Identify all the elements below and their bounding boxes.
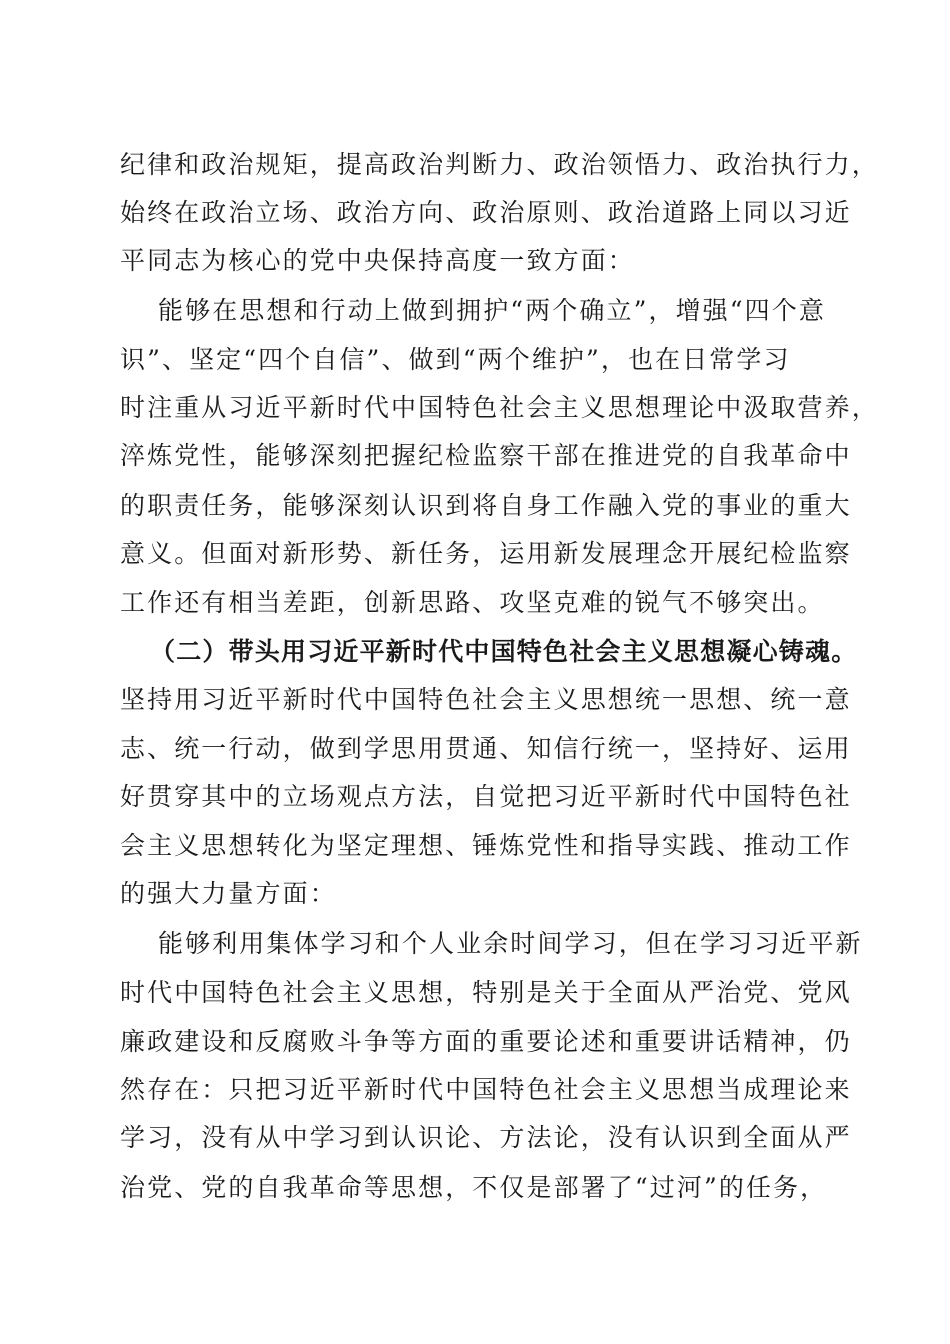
section-heading: （二）带头用习近平新时代中国特色社会主义思想凝心铸魂。 <box>150 637 858 666</box>
text-line: 坚持用习近平新时代中国特色社会主义思想统一思想、统一意 <box>120 685 852 714</box>
paragraph-start-line: 能够在思想和行动上做到拥护“两个确立”，增强“四个意 <box>158 296 826 325</box>
text-line: 治党、党的自我革命等思想，不仅是部署了“过河”的任务， <box>120 1173 828 1202</box>
text-line: 志、统一行动，做到学思用贯通、知信行统一，坚持好、运用 <box>120 734 852 763</box>
text-line: 平同志为核心的党中央保持高度一致方面： <box>120 246 635 275</box>
text-line: 淬炼党性，能够深刻把握纪检监察干部在推进党的自我革命中 <box>120 441 852 470</box>
text-line: 始终在政治立场、政治方向、政治原则、政治道路上同以习近 <box>120 198 852 227</box>
text-line: 工作还有相当差距，创新思路、攻坚克难的锐气不够突出。 <box>120 588 825 617</box>
text-line: 然存在：只把习近平新时代中国特色社会主义思想当成理论来 <box>120 1075 852 1104</box>
text-line: 时注重从习近平新时代中国特色社会主义思想理论中汲取营养， <box>120 393 879 422</box>
text-line: 纪律和政治规矩，提高政治判断力、政治领悟力、政治执行力， <box>120 150 879 179</box>
text-line: 会主义思想转化为坚定理想、锤炼党性和指导实践、推动工作 <box>120 831 852 860</box>
text-line: 学习，没有从中学习到认识论、方法论，没有认识到全面从严 <box>120 1123 852 1152</box>
text-line: 意义。但面对新形势、新任务，运用新发展理念开展纪检监察 <box>120 539 852 568</box>
paragraph-start-line: 能够利用集体学习和个人业余时间学习，但在学习习近平新 <box>158 929 863 958</box>
text-line: 的强大力量方面： <box>120 879 337 908</box>
text-line: 的职责任务，能够深刻认识到将自身工作融入党的事业的重大 <box>120 491 852 520</box>
text-line: 时代中国特色社会主义思想，特别是关于全面从严治党、党风 <box>120 978 852 1007</box>
text-line: 好贯穿其中的立场观点方法，自觉把习近平新时代中国特色社 <box>120 782 852 811</box>
text-line: 廉政建设和反腐败斗争等方面的重要论述和重要讲话精神，仍 <box>120 1027 852 1056</box>
text-line: 识”、坚定“四个自信”、做到“两个维护”，也在日常学习 <box>120 345 791 374</box>
